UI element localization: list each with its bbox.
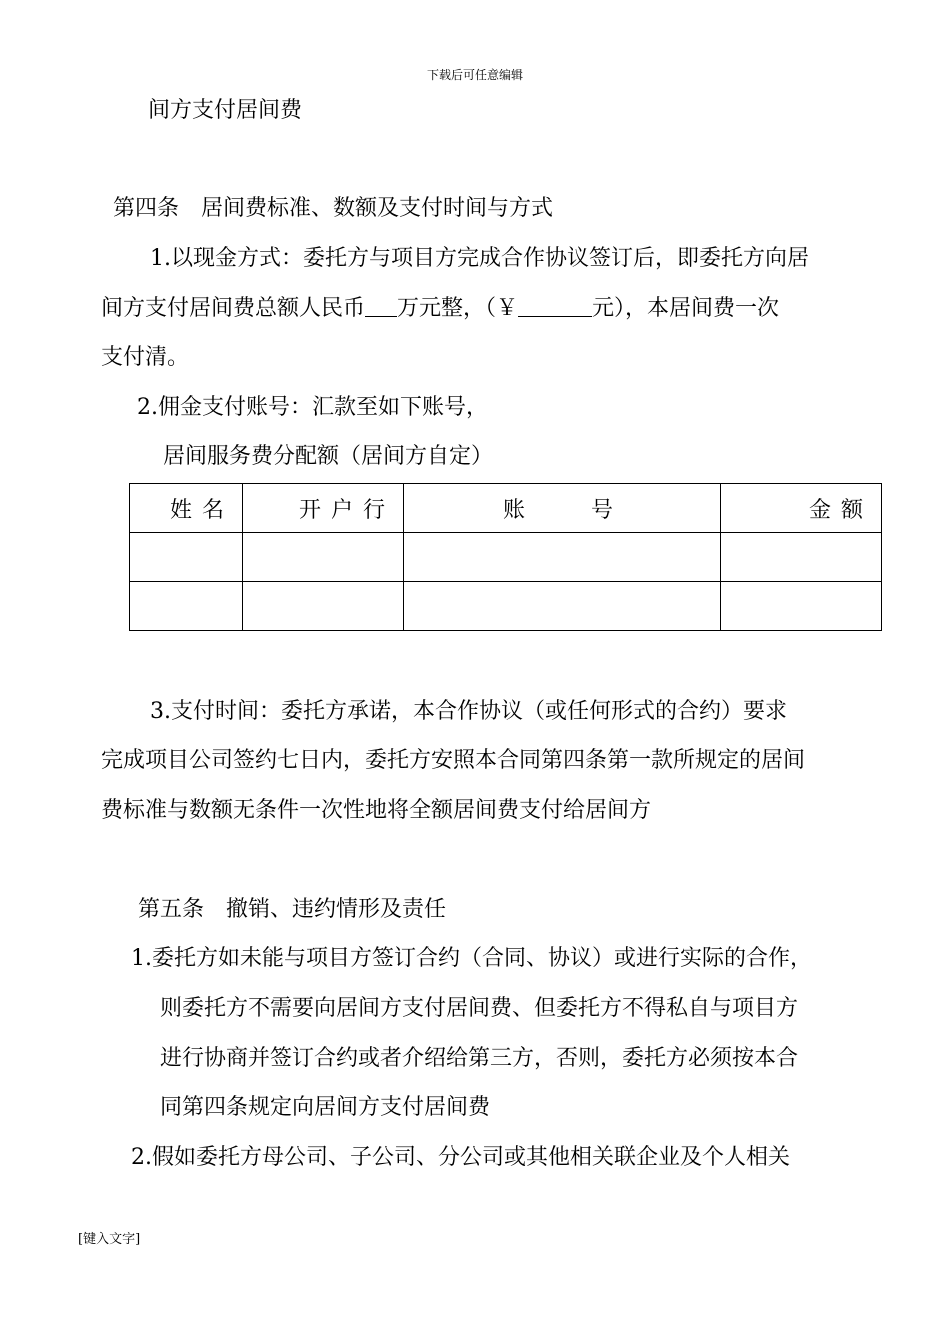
article-4-item-3-line-1: 3.支付时间：委托方承诺，本合作协议（或任何形式的合约）要求 — [150, 699, 787, 724]
article-5-item-1-line-2: 则委托方不需要向居间方支付居间费、但委托方不得私自与项目方 — [160, 996, 799, 1021]
header-amount: 金额 — [721, 484, 882, 533]
article-5-item-1-line-1: 1.委托方如未能与项目方签订合约（合同、协议）或进行实际的合作， — [131, 946, 812, 971]
amount-wan-blank — [365, 296, 397, 317]
table-row — [130, 533, 882, 582]
article-4-item-1-line-3: 支付清。 — [101, 345, 190, 370]
table-cell[interactable] — [721, 582, 882, 631]
table-cell[interactable] — [130, 533, 243, 582]
intro-line: 间方支付居间费 — [148, 98, 303, 123]
page-footer-note: [键入文字] — [78, 1232, 141, 1247]
item-1-text-c: 元），本居间费一次 — [592, 296, 780, 321]
table-cell[interactable] — [721, 533, 882, 582]
page-header-note: 下载后可任意编辑 — [426, 68, 523, 82]
allocation-table-caption: 居间服务费分配额（居间方自定） — [163, 444, 494, 469]
header-name: 姓名 — [130, 484, 243, 533]
item-1-text-a: 间方支付居间费总额人民币 — [101, 296, 366, 321]
header-account: 账 号 — [404, 484, 721, 533]
article-4-title: 第四条 居间费标准、数额及支付时间与方式 — [113, 196, 554, 221]
allocation-table — [129, 483, 882, 631]
amount-yuan-blank — [518, 296, 592, 317]
table-header-row — [130, 484, 882, 533]
article-4-item-3-line-3: 费标准与数额无条件一次性地将全额居间费支付给居间方 — [101, 798, 652, 823]
article-5-item-1-line-4: 同第四条规定向居间方支付居间费 — [160, 1095, 491, 1120]
table-row — [130, 582, 882, 631]
article-5-item-2-line-1: 2.假如委托方母公司、子公司、分公司或其他相关联企业及个人相关 — [131, 1145, 790, 1170]
article-4-item-1-line-1: 1.以现金方式：委托方与项目方完成合作协议签订后，即委托方向居 — [150, 246, 809, 271]
table-cell[interactable] — [243, 582, 404, 631]
table-cell[interactable] — [243, 533, 404, 582]
header-bank: 开户行 — [243, 484, 404, 533]
table-cell[interactable] — [404, 582, 721, 631]
item-1-text-b: 万元整，（￥ — [397, 296, 519, 321]
article-5-title: 第五条 撤销、违约情形及责任 — [138, 897, 447, 922]
table-cell[interactable] — [404, 533, 721, 582]
table-cell[interactable] — [130, 582, 243, 631]
article-4-item-3-line-2: 完成项目公司签约七日内，委托方安照本合同第四条第一款所规定的居间 — [101, 748, 806, 773]
article-4-item-2: 2.佣金支付账号：汇款至如下账号， — [137, 395, 488, 420]
article-5-item-1-line-3: 进行协商并签订合约或者介绍给第三方，否则，委托方必须按本合 — [160, 1046, 799, 1071]
article-4-item-1-line-2 — [101, 294, 779, 324]
